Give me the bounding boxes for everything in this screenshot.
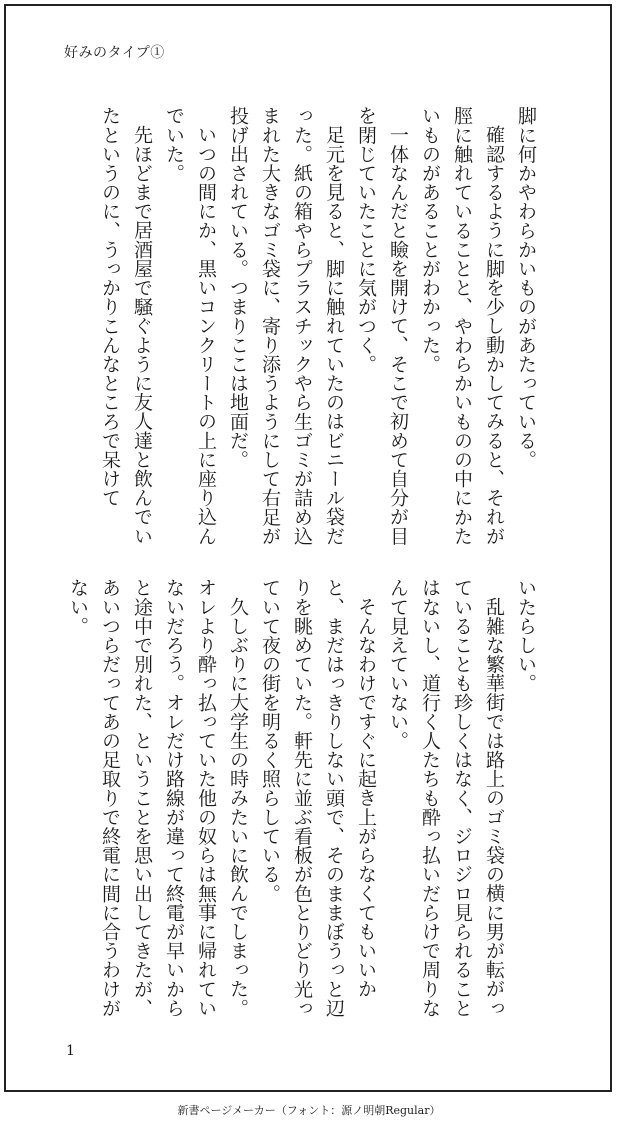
text-block-bottom [52, 578, 542, 1018]
paragraph: 足元を見ると、脚に触れていたのはビニール袋だった。紙の箱やらプラスチックやら生ゴミが詰め込まれた大きなゴミ袋に、寄り添うようにして右足が投げ出されている。つまりここは地面だ。 [227, 106, 345, 546]
paragraph: 先ほどまで居酒屋で騒ぐように友人達と飲んでいたというのに、うっかりこんなところで呆けて [99, 106, 153, 546]
paragraph: 久しぶりに大学生の時みたいに飲んでしまった。オレより酔っ払っていた他の奴らは無事に帰れていないだろう。オレだけ路線が違って終電が早いからと途中で別れた、ということを思い出してきたが、あいつらだってあの足取りで終電に間に合うわけがない。 [67, 578, 249, 1018]
paragraph: 乱雑な繁華街では路上のゴミ袋の横に男が転がっていることも珍しくはなく、ジロジロ見られることはないし、道行く人たちも酔っ払いだらけで周りなんて見えていない。 [387, 578, 505, 1018]
paragraph: 一体なんだと瞼を開けて、そこで初めて自分が目を閉じていたことに気がつく。 [355, 106, 409, 546]
paragraph: そんなわけですぐに起き上がらなくてもいいかと、まだはっきりしない頭で、そのままぼうっと辺りを眺めていた。軒先に並ぶ看板が色とりどり光っていて夜の街を明るく照らしている。 [259, 578, 377, 1018]
paragraph: 脚に何かやわらかいものがあたっている。 [515, 106, 537, 469]
book-page [4, 4, 612, 1092]
text-block-top [52, 106, 542, 546]
running-head-title: 好みのタイプ① [64, 45, 165, 61]
generator-credit: 新書ページメーカー（フォント：源ノ明朝Regular） [177, 1104, 441, 1117]
paragraph: 確認するように脚を少し動かしてみると、それが脛に触れていることと、やわらかいものの中にかたいものがあることがわかった。 [419, 106, 505, 546]
paragraph: いつの間にか、黒いコンクリートの上に座り込んでいた。 [163, 106, 217, 546]
paragraph: いたらしい。 [515, 578, 537, 693]
page-number: 1 [66, 1043, 75, 1059]
